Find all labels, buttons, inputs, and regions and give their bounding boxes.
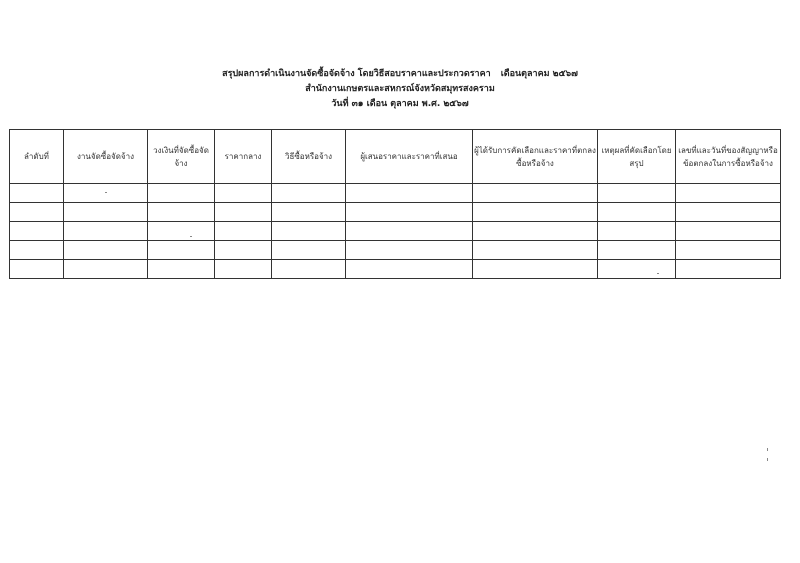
table-cell (598, 260, 676, 279)
table-cell (148, 184, 215, 203)
table-cell (676, 184, 781, 203)
table-row (10, 203, 781, 222)
col-header-method: วิธีซื้อหรือจ้าง (272, 130, 346, 184)
scan-speck (767, 448, 768, 451)
table-cell (346, 184, 473, 203)
table-cell (346, 222, 473, 241)
table-cell (215, 184, 272, 203)
table-cell (598, 222, 676, 241)
table-cell (64, 203, 148, 222)
table-cell (215, 241, 272, 260)
table-cell (148, 241, 215, 260)
table-cell (10, 222, 64, 241)
report-month: เดือนตุลาคม ๒๕๖๗ (500, 69, 578, 79)
table-cell (64, 260, 148, 279)
document-header (0, 67, 800, 112)
table-cell (148, 260, 215, 279)
col-header-budget: วงเงินที่จัดซื้อจัดจ้าง (148, 130, 215, 184)
table-cell (676, 222, 781, 241)
table-cell (10, 184, 64, 203)
table-cell (272, 260, 346, 279)
table-cell (598, 184, 676, 203)
col-header-item: งานจัดซื้อจัดจ้าง (64, 130, 148, 184)
table-cell (346, 241, 473, 260)
table-cell (346, 203, 473, 222)
table-cell (215, 260, 272, 279)
procurement-table (9, 129, 781, 279)
table-row (10, 222, 781, 241)
scan-speck (657, 273, 659, 274)
title-line (0, 67, 800, 82)
table-header-row (10, 130, 781, 184)
table-cell (676, 260, 781, 279)
table-cell (598, 241, 676, 260)
table-cell (272, 203, 346, 222)
table-body (10, 184, 781, 279)
table-cell (473, 241, 598, 260)
table-cell (148, 222, 215, 241)
table-cell (272, 222, 346, 241)
table-cell (64, 222, 148, 241)
col-header-contract: เลขที่และวันที่ของสัญญาหรือข้อตกลงในการซื้อหรือจ้าง (676, 130, 781, 184)
scan-speck (767, 458, 768, 461)
table-cell (272, 184, 346, 203)
table-cell (473, 203, 598, 222)
table-cell (64, 184, 148, 203)
table-cell (473, 184, 598, 203)
report-date: วันที่ ๓๑ เดือน ตุลาคม พ.ศ. ๒๕๖๗ (331, 99, 469, 109)
col-header-selected-vendor: ผู้ได้รับการคัดเลือกและราคาที่ตกลงซื้อหรือจ้าง (473, 130, 598, 184)
scan-speck (105, 192, 107, 193)
table-cell (64, 241, 148, 260)
table-cell (215, 222, 272, 241)
table-row (10, 241, 781, 260)
table-row (10, 184, 781, 203)
table-cell (676, 203, 781, 222)
table-cell (473, 222, 598, 241)
table-row (10, 260, 781, 279)
col-header-bidders: ผู้เสนอราคาและราคาที่เสนอ (346, 130, 473, 184)
col-header-order: ลำดับที่ (10, 130, 64, 184)
table-cell (10, 203, 64, 222)
table-cell (215, 203, 272, 222)
table-cell (598, 203, 676, 222)
scan-speck (190, 236, 192, 237)
table-cell (148, 203, 215, 222)
table-cell (272, 241, 346, 260)
table-cell (10, 241, 64, 260)
agency-name: สำนักงานเกษตรและสหกรณ์จังหวัดสมุทรสงคราม (305, 84, 495, 94)
col-header-reason: เหตุผลที่คัดเลือกโดยสรุป (598, 130, 676, 184)
table-cell (346, 260, 473, 279)
report-title: สรุปผลการดำเนินงานจัดซื้อจัดจ้าง โดยวิธีสอบราคาและประกวดราคา (222, 69, 491, 79)
table-cell (676, 241, 781, 260)
table-cell (10, 260, 64, 279)
table-cell (473, 260, 598, 279)
col-header-median-price: ราคากลาง (215, 130, 272, 184)
